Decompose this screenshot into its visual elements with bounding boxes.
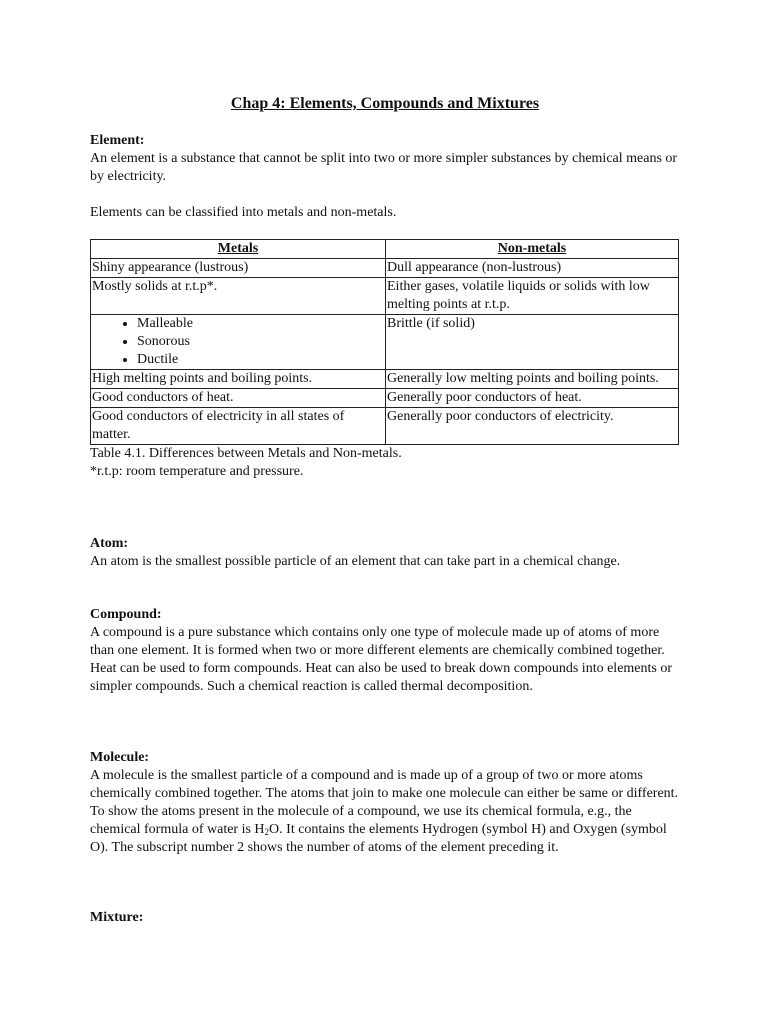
formula-subscript: 2	[264, 827, 270, 837]
table-footnote: *r.t.p: room temperature and pressure.	[90, 464, 304, 479]
element-heading: Element:	[90, 133, 145, 148]
atom-definition: An atom is the smallest possible particle of an element that can take part in a chemical change.	[90, 554, 621, 569]
table-cell-metals: Good conductors of heat.	[91, 389, 386, 408]
element-section	[90, 132, 680, 186]
table-cell-metals: Good conductors of electricity in all states of matter.	[91, 408, 386, 445]
mixture-heading: Mixture:	[90, 910, 144, 925]
table-row	[91, 259, 679, 278]
table-cell-nonmetals: Generally low melting points and boiling points.	[386, 370, 679, 389]
list-item: • Malleable	[137, 315, 384, 333]
table-cell-nonmetals: Dull appearance (non-lustrous)	[386, 259, 679, 278]
list-item: • Ductile	[137, 351, 384, 369]
compound-heading: Compound:	[90, 607, 162, 622]
formula-rest: O. It contains the elements Hydrogen (symbol H) and Oxygen (symbol O). The subscript number 2 shows the number of atoms of the element preceding it.	[90, 822, 667, 855]
element-classification: Elements can be classified into metals and non-metals.	[90, 205, 397, 220]
table-cell-metals: High melting points and boiling points.	[91, 370, 386, 389]
table-row	[91, 315, 679, 370]
classification-section	[90, 204, 680, 222]
table-cell-nonmetals: Either gases, volatile liquids or solids with low melting points at r.t.p.	[386, 278, 679, 315]
molecule-section	[90, 749, 680, 857]
mixture-section	[90, 909, 680, 927]
table-cell-metals	[91, 315, 386, 370]
compound-heat-text: Heat can be used to form compounds. Heat can also be used to break down compounds into elements or simpler compounds. Such a chemical reaction is called thermal decomposition.	[90, 661, 673, 694]
table-cell-nonmetals: Generally poor conductors of heat.	[386, 389, 679, 408]
molecule-heading: Molecule:	[90, 750, 150, 765]
metals-table-section	[90, 239, 680, 481]
table-row	[91, 370, 679, 389]
table-row	[91, 389, 679, 408]
table-header-metals: Metals	[91, 240, 386, 259]
formula-intro: To show the atoms present in the molecule of a compound, we use its chemical formula, e.g., the chemical formula of water is H	[90, 804, 632, 837]
element-definition: An element is a substance that cannot be split into two or more simpler substances by chemical means or by electricity.	[90, 151, 678, 184]
metals-nonmetals-table	[90, 239, 679, 445]
table-row	[91, 278, 679, 315]
atom-heading: Atom:	[90, 536, 129, 551]
table-header-nonmetals: Non-metals	[386, 240, 679, 259]
list-item: • Sonorous	[137, 333, 384, 351]
molecule-formula-text	[90, 803, 680, 857]
table-header-row	[91, 240, 679, 259]
compound-definition: A compound is a pure substance which contains only one type of molecule made up of atoms of more than one element. It is formed when two or more different elements are chemically combined together.	[90, 625, 665, 658]
table-caption: Table 4.1. Differences between Metals and Non-metals.	[90, 446, 402, 461]
page-title: Chap 4: Elements, Compounds and Mixtures	[230, 95, 540, 112]
table-cell-nonmetals: Generally poor conductors of electricity.	[386, 408, 679, 445]
table-row	[91, 408, 679, 445]
compound-section	[90, 606, 680, 696]
molecule-definition: A molecule is the smallest particle of a compound and is made up of a group of two or more atoms chemically combined together. The atoms that join to make one molecule can either be same or different.	[90, 768, 679, 801]
table-cell-metals: Shiny appearance (lustrous)	[91, 259, 386, 278]
metal-properties-list	[92, 315, 384, 369]
table-cell-metals: Mostly solids at r.t.p*.	[91, 278, 386, 315]
atom-section	[90, 535, 680, 571]
table-cell-nonmetals: Brittle (if solid)	[386, 315, 679, 370]
